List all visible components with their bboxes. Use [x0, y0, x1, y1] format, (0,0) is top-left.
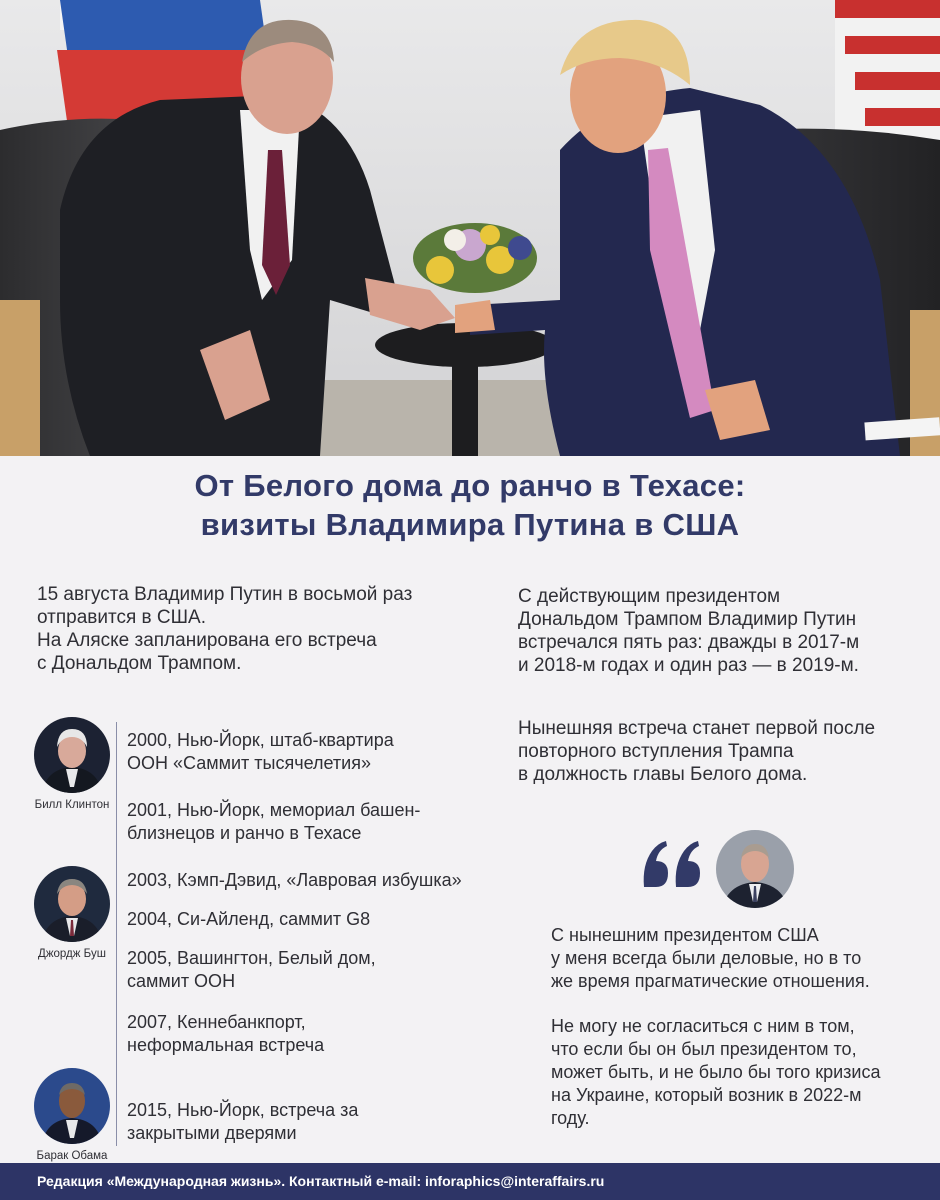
timeline-entry-line: ООН «Саммит тысячелетия»	[127, 753, 371, 773]
timeline-line	[116, 722, 117, 1146]
quote-line: С нынешним президентом США	[551, 925, 819, 945]
timeline-entry-line: 2015, Нью-Йорк, встреча за	[127, 1100, 359, 1120]
text-line: и 2018-м годах и один раз — в 2019-м.	[518, 655, 859, 676]
quote-mark-icon	[640, 835, 704, 900]
text-line: в должность главы Белого дома.	[518, 764, 808, 785]
portrait-icon	[34, 717, 110, 793]
timeline-entry	[127, 1099, 358, 1145]
quote-line: году.	[551, 1108, 590, 1128]
footer-text: Редакция «Международная жизнь». Контактный e-mail: inforaphics@interaffairs.ru	[37, 1173, 605, 1189]
trump-meetings-text	[518, 585, 859, 677]
intro-line: На Аляске запланирована его встреча	[37, 630, 377, 651]
quote-line: может быть, и не было бы того кризиса	[551, 1062, 881, 1082]
text-line: Нынешняя встреча станет первой после	[518, 718, 876, 739]
president-name: Билл Клинтон	[34, 799, 110, 811]
timeline-entry-line: закрытыми дверями	[127, 1123, 297, 1143]
timeline-entry	[127, 1011, 324, 1057]
page-title	[0, 466, 940, 544]
quote-line: на Украине, который возник в 2022-м	[551, 1085, 862, 1105]
timeline-entry-line: неформальная встреча	[127, 1035, 325, 1055]
quote-line: Не могу не согласиться с ним в том,	[551, 1016, 855, 1036]
avatar-obama	[34, 1068, 110, 1144]
timeline-entry-line: 2001, Нью-Йорк, мемориал башен-	[127, 800, 421, 820]
avatar-clinton	[34, 717, 110, 793]
timeline-entry-line: 2004, Си-Айленд, саммит G8	[127, 909, 371, 929]
quote-line: что если бы он был президентом то,	[551, 1039, 857, 1059]
quote-line: у меня всегда были деловые, но в то	[551, 948, 862, 968]
header-photo	[0, 0, 940, 456]
avatar-bush	[34, 866, 110, 942]
timeline-entry	[127, 947, 376, 993]
president-name: Барак Обама	[36, 1150, 108, 1162]
president-name: Джордж Буш	[38, 948, 106, 960]
intro-line: отправится в США.	[37, 607, 206, 628]
title-line-1: От Белого дома до ранчо в Техасе:	[194, 468, 746, 503]
text-line: повторного вступления Трампа	[518, 741, 794, 762]
quote-paragraph-1	[551, 924, 870, 993]
intro-line: с Дональдом Трампом.	[37, 653, 242, 674]
timeline-entry-line: 2005, Вашингтон, Белый дом,	[127, 948, 376, 968]
title-line-2: визиты Владимира Путина в США	[200, 507, 740, 542]
quote-line: же время прагматические отношения.	[551, 971, 870, 991]
text-line: Дональдом Трампом Владимир Путин	[518, 609, 857, 630]
current-meeting-text	[518, 717, 875, 786]
text-line: встречался пять раз: дважды в 2017-м	[518, 632, 860, 653]
timeline-entry-line: саммит ООН	[127, 971, 236, 991]
portrait-icon	[34, 1068, 110, 1144]
timeline-entry-line: 2007, Кеннебанкпорт,	[127, 1012, 306, 1032]
timeline-entry-line: 2003, Кэмп-Дэвид, «Лавровая избушка»	[127, 870, 462, 890]
timeline-entry-line: близнецов и ранчо в Техасе	[127, 823, 362, 843]
timeline-entry	[127, 908, 370, 931]
timeline-entry	[127, 729, 394, 775]
quote-paragraph-2	[551, 1015, 880, 1130]
footer	[0, 1163, 940, 1200]
intro-line: 15 августа Владимир Путин в восьмой раз	[37, 584, 413, 605]
timeline-entry	[127, 799, 420, 845]
photo-handshake-icon	[0, 0, 940, 456]
text-line: С действующим президентом	[518, 586, 781, 607]
timeline-entry-line: 2000, Нью-Йорк, штаб-квартира	[127, 730, 394, 750]
portrait-icon	[716, 830, 794, 908]
intro-text	[37, 583, 412, 675]
timeline-entry	[127, 869, 462, 892]
avatar-putin	[716, 830, 794, 908]
portrait-icon	[34, 866, 110, 942]
